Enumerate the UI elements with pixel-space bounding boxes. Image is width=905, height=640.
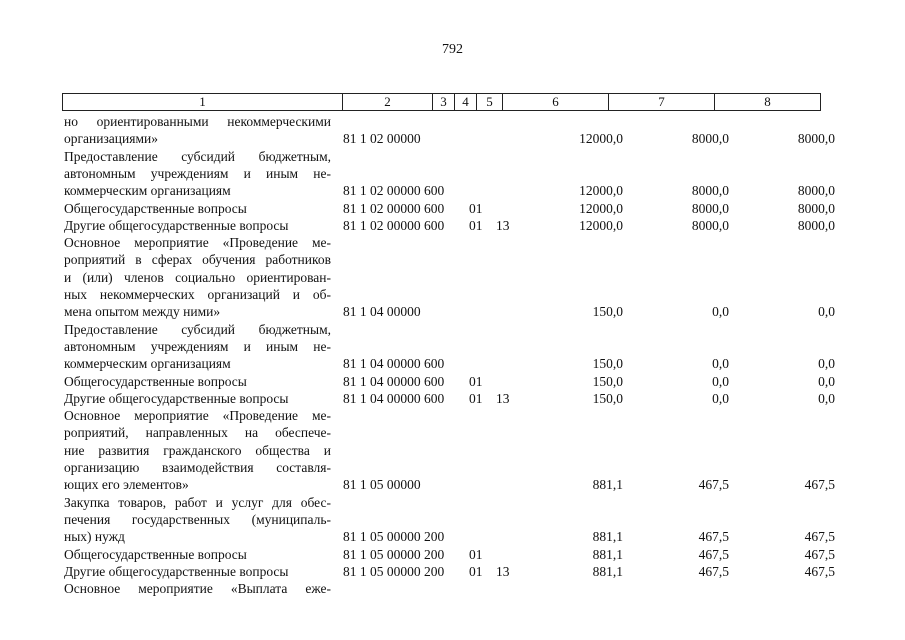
row-amount-col7: 8000,0 xyxy=(691,200,729,216)
row-amount-col6: 881,1 xyxy=(592,563,623,579)
column-header-table xyxy=(62,93,821,111)
row-amount-col6: 12000,0 xyxy=(579,131,623,147)
row-description: ных некоммерческих организаций и об- xyxy=(64,287,331,302)
row-amount-col8: 0,0 xyxy=(818,304,835,320)
row-description: Основное мероприятие «Проведение ме- xyxy=(64,235,331,251)
table-row xyxy=(0,424,905,441)
table-row xyxy=(0,373,905,390)
table-row xyxy=(0,148,905,165)
row-amount-col7: 467,5 xyxy=(698,529,729,545)
table-row xyxy=(0,269,905,286)
row-amount-col8: 8000,0 xyxy=(797,183,835,199)
row-description: ных) нужд xyxy=(64,529,125,545)
row-section-code: 01 xyxy=(469,546,483,562)
row-section-code: 01 xyxy=(469,373,483,389)
table-row xyxy=(0,563,905,580)
row-amount-col8: 0,0 xyxy=(818,390,835,406)
row-amount-col6: 12000,0 xyxy=(579,217,623,233)
row-section-code: 01 xyxy=(469,563,483,579)
table-row xyxy=(0,580,905,597)
row-description: Закупка товаров, работ и услуг для обес- xyxy=(64,494,331,510)
row-amount-col6: 150,0 xyxy=(592,304,623,320)
table-row xyxy=(0,390,905,407)
row-description: мена опытом между ними» xyxy=(64,304,221,320)
column-header-4: 4 xyxy=(455,94,477,111)
row-budget-code: 81 1 04 00000 600 xyxy=(343,373,445,389)
table-row xyxy=(0,303,905,320)
row-budget-code: 81 1 05 00000 200 xyxy=(343,546,445,562)
row-budget-code: 81 1 02 00000 600 xyxy=(343,217,445,233)
row-budget-code: 81 1 02 00000 xyxy=(343,131,421,147)
table-row xyxy=(0,321,905,338)
table-row xyxy=(0,251,905,268)
row-description: коммерческим организациям xyxy=(64,183,231,199)
row-description: ние развития гражданского общества и xyxy=(64,442,331,458)
row-budget-code: 81 1 05 00000 200 xyxy=(343,563,445,579)
row-budget-code: 81 1 04 00000 600 xyxy=(343,390,445,406)
row-description: Основное мероприятие «Проведение ме- xyxy=(64,408,331,424)
table-row xyxy=(0,528,905,545)
table-row xyxy=(0,407,905,424)
column-header-1: 1 xyxy=(63,94,343,111)
row-section-code: 01 xyxy=(469,217,483,233)
row-description: организациями» xyxy=(64,131,158,147)
row-amount-col7: 0,0 xyxy=(712,390,729,406)
row-amount-col8: 8000,0 xyxy=(797,200,835,216)
table-row xyxy=(0,234,905,251)
table-row xyxy=(0,355,905,372)
table-row xyxy=(0,113,905,130)
row-description: роприятий, направленных на обеспече- xyxy=(64,425,331,441)
table-row xyxy=(0,286,905,303)
row-amount-col8: 0,0 xyxy=(818,373,835,389)
row-description: но ориентированными некоммерческими xyxy=(64,114,331,129)
row-description: и (или) членов социально ориентирован- xyxy=(64,269,331,285)
table-row xyxy=(0,182,905,199)
table-row xyxy=(0,217,905,234)
row-budget-code: 81 1 02 00000 600 xyxy=(343,200,445,216)
row-amount-col8: 467,5 xyxy=(804,546,835,562)
row-description: роприятий в сферах обучения работников xyxy=(64,252,331,268)
row-budget-code: 81 1 02 00000 600 xyxy=(343,183,445,199)
row-description: Другие общегосударственные вопросы xyxy=(64,390,289,406)
table-row xyxy=(0,442,905,459)
row-description: Предоставление субсидий бюджетным, xyxy=(64,148,331,164)
page-number: 792 xyxy=(442,42,463,57)
row-description: Общегосударственные вопросы xyxy=(64,373,247,389)
row-amount-col8: 467,5 xyxy=(804,563,835,579)
row-amount-col7: 8000,0 xyxy=(691,131,729,147)
table-row xyxy=(0,476,905,493)
row-description: автономным учреждениям и иным не- xyxy=(64,338,331,354)
row-amount-col7: 0,0 xyxy=(712,304,729,320)
row-budget-code: 81 1 05 00000 200 xyxy=(343,529,445,545)
column-header-row xyxy=(63,94,821,111)
row-amount-col6: 150,0 xyxy=(592,373,623,389)
row-amount-col7: 0,0 xyxy=(712,356,729,372)
row-subsection-code: 13 xyxy=(496,563,510,579)
table-row xyxy=(0,200,905,217)
column-header-6: 6 xyxy=(503,94,609,111)
row-amount-col8: 467,5 xyxy=(804,477,835,493)
row-description: коммерческим организациям xyxy=(64,356,231,372)
row-description: организацию взаимодействия составля- xyxy=(64,460,331,475)
row-description: печения государственных (муниципаль- xyxy=(64,511,331,527)
column-header-5: 5 xyxy=(477,94,503,111)
row-amount-col8: 8000,0 xyxy=(797,131,835,147)
row-subsection-code: 13 xyxy=(496,390,510,406)
row-amount-col7: 467,5 xyxy=(698,546,729,562)
row-amount-col7: 467,5 xyxy=(698,563,729,579)
row-amount-col7: 467,5 xyxy=(698,477,729,493)
table-row xyxy=(0,546,905,563)
row-amount-col6: 12000,0 xyxy=(579,183,623,199)
row-description: автономным учреждениям и иным не- xyxy=(64,165,331,181)
row-subsection-code: 13 xyxy=(496,217,510,233)
row-budget-code: 81 1 05 00000 xyxy=(343,477,421,493)
row-amount-col8: 8000,0 xyxy=(797,217,835,233)
row-section-code: 01 xyxy=(469,390,483,406)
column-header-8: 8 xyxy=(715,94,821,111)
row-amount-col6: 12000,0 xyxy=(579,200,623,216)
column-header-3: 3 xyxy=(433,94,455,111)
column-header-2: 2 xyxy=(343,94,433,111)
row-amount-col6: 150,0 xyxy=(592,390,623,406)
table-row xyxy=(0,494,905,511)
row-description: Основное мероприятие «Выплата еже- xyxy=(64,581,331,597)
row-amount-col6: 881,1 xyxy=(592,546,623,562)
row-description: Другие общегосударственные вопросы xyxy=(64,563,289,579)
row-description: Предоставление субсидий бюджетным, xyxy=(64,321,331,337)
row-amount-col7: 0,0 xyxy=(712,373,729,389)
table-row xyxy=(0,459,905,476)
row-amount-col6: 881,1 xyxy=(592,477,623,493)
table-row xyxy=(0,338,905,355)
table-row xyxy=(0,511,905,528)
row-budget-code: 81 1 04 00000 600 xyxy=(343,356,445,372)
row-section-code: 01 xyxy=(469,200,483,216)
row-amount-col6: 150,0 xyxy=(592,356,623,372)
table-row xyxy=(0,165,905,182)
row-budget-code: 81 1 04 00000 xyxy=(343,304,421,320)
row-amount-col6: 881,1 xyxy=(592,529,623,545)
row-description: Другие общегосударственные вопросы xyxy=(64,217,289,233)
row-description: Общегосударственные вопросы xyxy=(64,200,247,216)
row-description: ющих его элементов» xyxy=(64,477,189,493)
row-description: Общегосударственные вопросы xyxy=(64,546,247,562)
row-amount-col7: 8000,0 xyxy=(691,217,729,233)
row-amount-col8: 0,0 xyxy=(818,356,835,372)
row-amount-col8: 467,5 xyxy=(804,529,835,545)
row-amount-col7: 8000,0 xyxy=(691,183,729,199)
column-header-7: 7 xyxy=(609,94,715,111)
table-row xyxy=(0,130,905,147)
